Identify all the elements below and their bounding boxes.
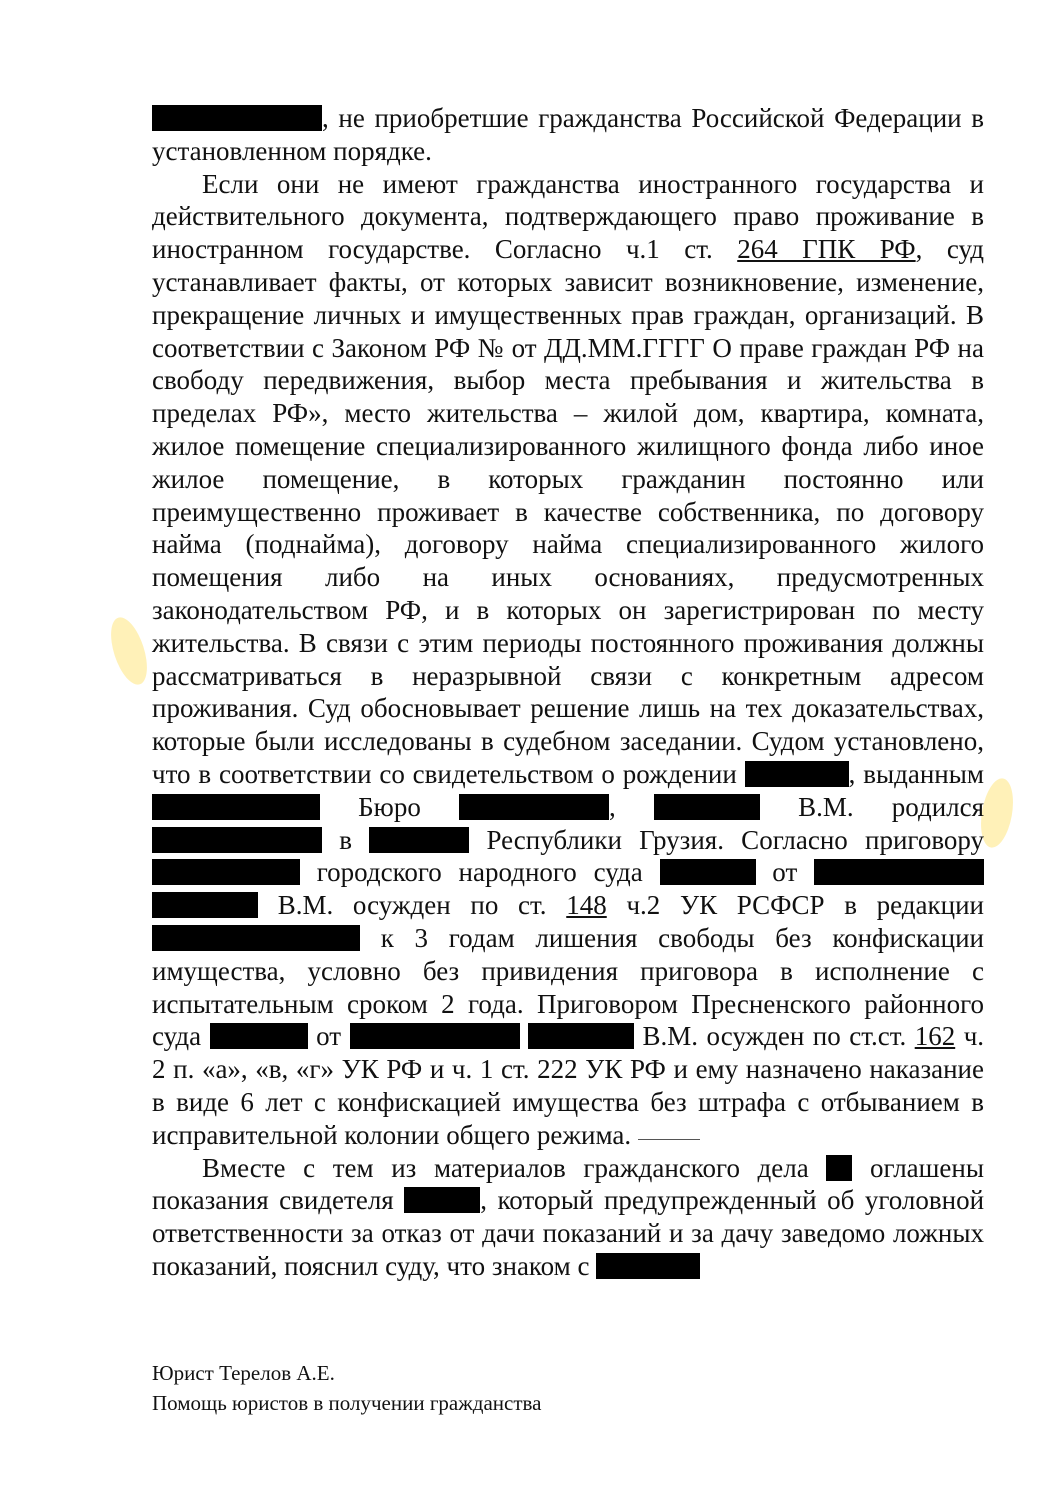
redaction-block — [152, 892, 258, 918]
redaction-block — [660, 859, 756, 885]
redaction-block — [152, 794, 320, 820]
text-run: Бюро — [358, 791, 421, 822]
text-run: от — [316, 1021, 342, 1052]
highlight-mark-left — [104, 613, 154, 689]
redaction-block — [152, 859, 300, 885]
text-run: , выданным — [848, 758, 984, 789]
redaction-block — [152, 827, 322, 853]
text-run: к 3 годам лишения свободы без конфискации имущества, условно без привидения приговора в исполнение с испытательным сроком 2 года. Приговором Пресненского районного суда — [152, 922, 984, 1052]
text-run: оглашены показания свидетеля — [152, 1152, 985, 1216]
text-run: Если они не имеют гражданства иностранного государства и действительного документа, подтверждающего право проживание в иностранном государстве. Согласно ч.1 ст. — [152, 168, 984, 265]
text-run: В.М. осужден по ст.ст. — [642, 1021, 907, 1052]
redaction-block — [654, 794, 760, 820]
law-reference-link[interactable]: 162 — [914, 1021, 956, 1052]
author-name: Юрист Терелов А.Е. — [152, 1361, 335, 1385]
redaction-block — [152, 925, 360, 951]
text-run: , который предупрежденный об уголовной ответственности за отказ от дачи показаний и за дачу заведомо ложных показаний, пояснил суду, что знаком с — [152, 1185, 985, 1281]
text-run: В.М. осужден по ст. — [277, 890, 547, 921]
paragraph-1 — [152, 102, 984, 168]
blank-rule — [638, 1139, 700, 1140]
redaction-block — [528, 1023, 634, 1049]
text-run: , суд устанавливает факты, от которых зависит возникновение, изменение, прекращение личных и имущественных прав граждан, организаций. В соответствии с Законом РФ № от ДД.ММ.ГГГГ О праве граждан РФ на свободу передвижения, выбор места пребывания и жительства в пределах РФ», место жительства – жилой дом, квартира, комната, жилое помещение специализированного жилищного фонда либо иное жилое помещение, в которых гражданин постоянно или преимущественно проживает в качестве собственника, по договору найма (поднайма), договору найма специализированного жилого помещения либо на иных основаниях, предусмотренных законодательством РФ, и в которых он зарегистрирован по месту жительства. В связи с этим периоды постоянного проживания должны рассматриваться в неразрывной связи с конкретным адресом проживания. Суд обосновывает решение лишь на тех доказательствах, которые были исследованы в судебном заседании. Судом установлено, что в соответствии со свидетельством о рождении — [152, 234, 984, 789]
redaction-block — [210, 1023, 308, 1049]
law-reference-link[interactable]: 264 ГПК РФ — [737, 234, 916, 265]
redaction-block — [459, 794, 609, 820]
footer-tagline: Помощь юристов в получении гражданства — [152, 1391, 542, 1415]
text-run: Республики Грузия. Согласно приговору — [486, 824, 985, 855]
redaction-block — [404, 1187, 480, 1213]
text-run: от — [772, 857, 798, 888]
redaction-block — [152, 105, 322, 131]
text-run: Вместе с тем из материалов гражданского дела — [202, 1152, 809, 1183]
text-run: ч. 2 п. «а», «в, «г» УК РФ и ч. 1 ст. 222 УК РФ и ему назначено наказание в виде 6 лет с конфискацией имущества без штрафа с отбыванием в исправительной колонии общего режима. — [152, 1021, 985, 1150]
redaction-block — [745, 761, 849, 787]
law-reference-link[interactable]: 148 — [566, 890, 607, 921]
redaction-block — [369, 827, 469, 853]
document-body — [152, 102, 984, 1283]
redaction-block — [814, 859, 984, 885]
redaction-block — [596, 1253, 700, 1279]
redaction-block — [350, 1023, 520, 1049]
text-run: , — [609, 791, 616, 822]
text-run: городского народного суда — [316, 857, 643, 888]
redaction-block — [826, 1155, 852, 1181]
paragraph-2 — [152, 168, 984, 1152]
document-footer — [152, 1358, 541, 1418]
text-run: , не приобретшие гражданства Российской Федерации в установленном порядке. — [152, 103, 984, 166]
text-run: ч.2 УК РСФСР в редакции — [626, 890, 984, 921]
paragraph-3 — [152, 1152, 984, 1283]
text-run: В.М. родился — [798, 791, 985, 822]
text-run: в — [339, 824, 352, 855]
